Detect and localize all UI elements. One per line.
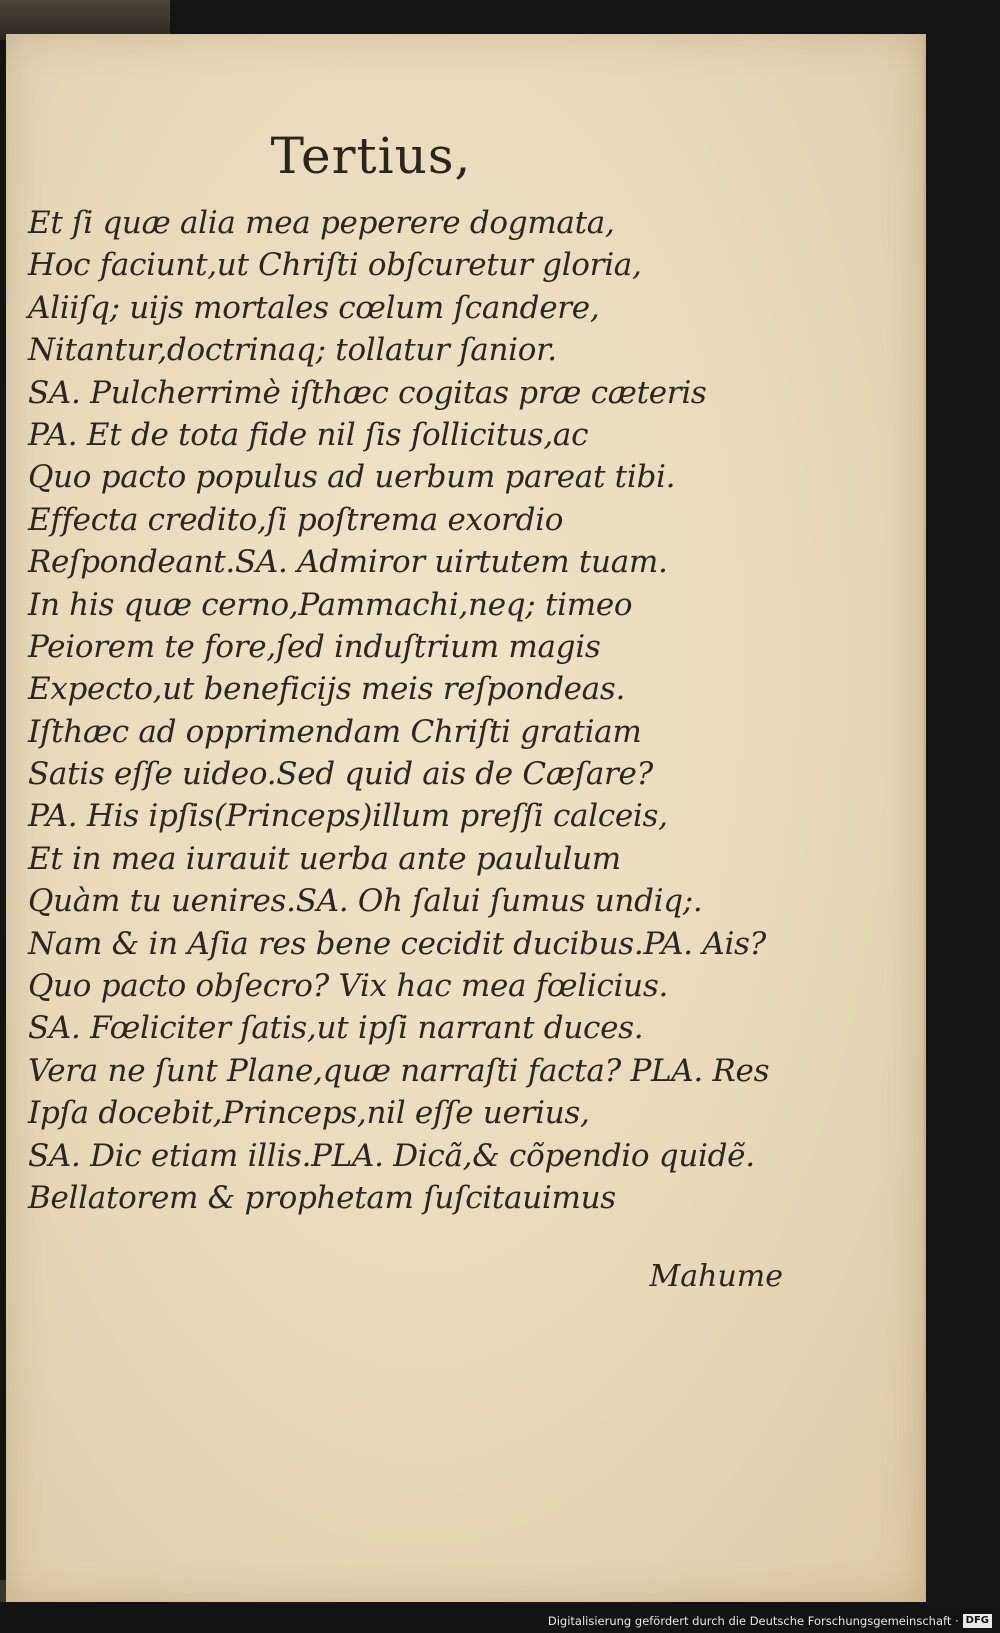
- text-line: Peiorem te fore,ſed induſtrium magis: [28, 628, 601, 665]
- text-line: Hoc faciunt,ut Chriſti obſcuretur gloria,: [28, 247, 642, 284]
- text-line: Bellatorem & prophetam ſuſcitauimus: [28, 1179, 616, 1216]
- text-line: Quo pacto obſecro? Vix hac mea fœlicius.: [28, 968, 668, 1005]
- text-line: Expecto,ut beneficijs meis reſpondeas.: [28, 671, 626, 708]
- text-line: Vera ne ſunt Plane,quæ narraſti facta? PLA. Res: [28, 1052, 770, 1089]
- funding-credit: [548, 1614, 992, 1628]
- book-page: [6, 34, 926, 1602]
- text-line: Iſthæc ad opprimendam Chriſti gratiam: [28, 713, 642, 750]
- text-line: Ipſa docebit,Princeps,nil eſſe uerius,: [28, 1095, 590, 1132]
- catchword: Mahume: [649, 1259, 783, 1294]
- page-heading: Tertius,: [270, 127, 472, 185]
- text-line: Effecta credito,ſi poſtrema exordio: [28, 501, 564, 538]
- text-line: Quo pacto populus ad uerbum pareat tibi.: [28, 459, 676, 496]
- text-line: In his quæ cerno,Pammachi,neq; timeo: [28, 586, 633, 623]
- text-line: Et in mea iurauit uerba ante paululum: [28, 840, 621, 877]
- dfg-logo: DFG: [963, 1614, 992, 1628]
- text-line: PA. His ipſis(Princeps)illum preſſi calceis,: [28, 798, 668, 835]
- text-line: Quàm tu uenires.SA. Oh ſalui ſumus undiq;.: [28, 883, 703, 920]
- text-line: Aliiſq; uijs mortales cœlum ſcandere,: [28, 289, 600, 326]
- text-line: PA. Et de tota fide nil ſis ſollicitus,ac: [28, 416, 589, 453]
- text-line: Nam & in Aſia res bene cecidit ducibus.PA. Ais?: [28, 925, 766, 962]
- text-line: Et ſi quæ alia mea peperere dogmata,: [28, 205, 615, 241]
- footer-bar: [0, 1607, 1000, 1633]
- text-line: Reſpondeant.SA. Admiror uirtutem tuam.: [28, 544, 668, 581]
- funding-credit-text: Digitalisierung gefördert durch die Deutsche Forschungsgemeinschaft ·: [547, 1614, 959, 1628]
- text-line: SA. Fœliciter ſatis,ut ipſi narrant duces.: [28, 1010, 644, 1047]
- text-line: SA. Pulcherrimè iſthæc cogitas præ cæteris: [28, 374, 707, 411]
- text-line: Nitantur,doctrinaq; tollatur ſanior.: [28, 332, 557, 369]
- text-line: Satis eſſe uideo.Sed quid ais de Cæſare?: [28, 756, 653, 793]
- text-line: SA. Dic etiam illis.PLA. Dicã,& cõpendio quidẽ.: [28, 1137, 755, 1174]
- verse-text: [28, 202, 888, 1219]
